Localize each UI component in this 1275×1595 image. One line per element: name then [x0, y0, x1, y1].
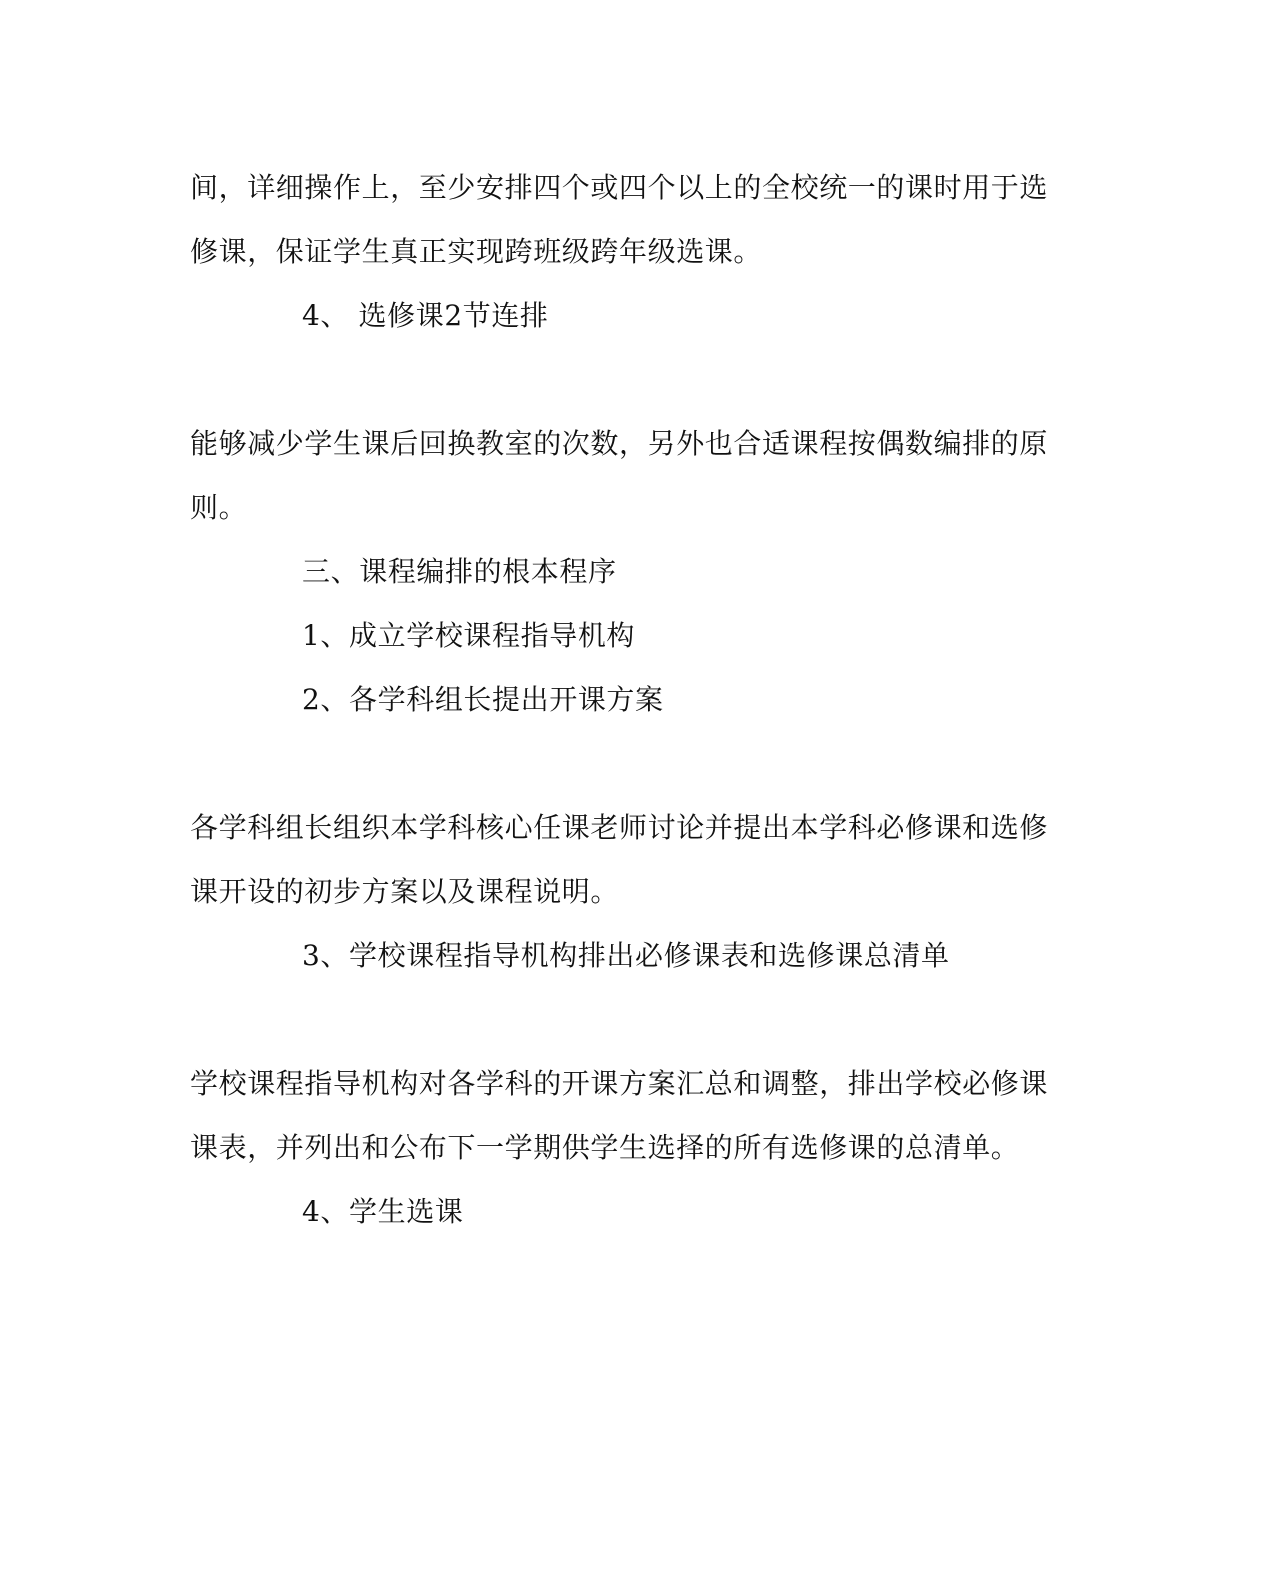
list-item-heading: 4、学生选课 [302, 1195, 464, 1228]
paragraph-line: 修课，保证学生真正实现跨班级跨年级选课。 [190, 235, 763, 268]
paragraph-line: 课表，并列出和公布下一学期供学生选择的所有选修课的总清单。 [190, 1131, 1020, 1164]
list-item-heading: 1、成立学校课程指导机构 [302, 619, 636, 652]
paragraph-line: 能够减少学生课后回换教室的次数，另外也合适课程按偶数编排的原 [190, 427, 1049, 460]
paragraph-line: 则。 [190, 491, 248, 524]
list-item-heading: 4、 选修课2节连排 [302, 299, 549, 332]
list-item-heading: 3、学校课程指导机构排出必修课表和选修课总清单 [302, 939, 950, 972]
paragraph-line: 课开设的初步方案以及课程说明。 [190, 875, 620, 908]
paragraph-line: 各学科组长组织本学科核心任课老师讨论并提出本学科必修课和选修 [190, 811, 1049, 844]
list-item-heading: 2、各学科组长提出开课方案 [302, 683, 664, 716]
paragraph-line: 学校课程指导机构对各学科的开课方案汇总和调整，排出学校必修课 [190, 1067, 1049, 1100]
paragraph-line: 间，详细操作上，至少安排四个或四个以上的全校统一的课时用于选 [190, 171, 1049, 204]
section-heading: 三、课程编排的根本程序 [302, 555, 617, 588]
